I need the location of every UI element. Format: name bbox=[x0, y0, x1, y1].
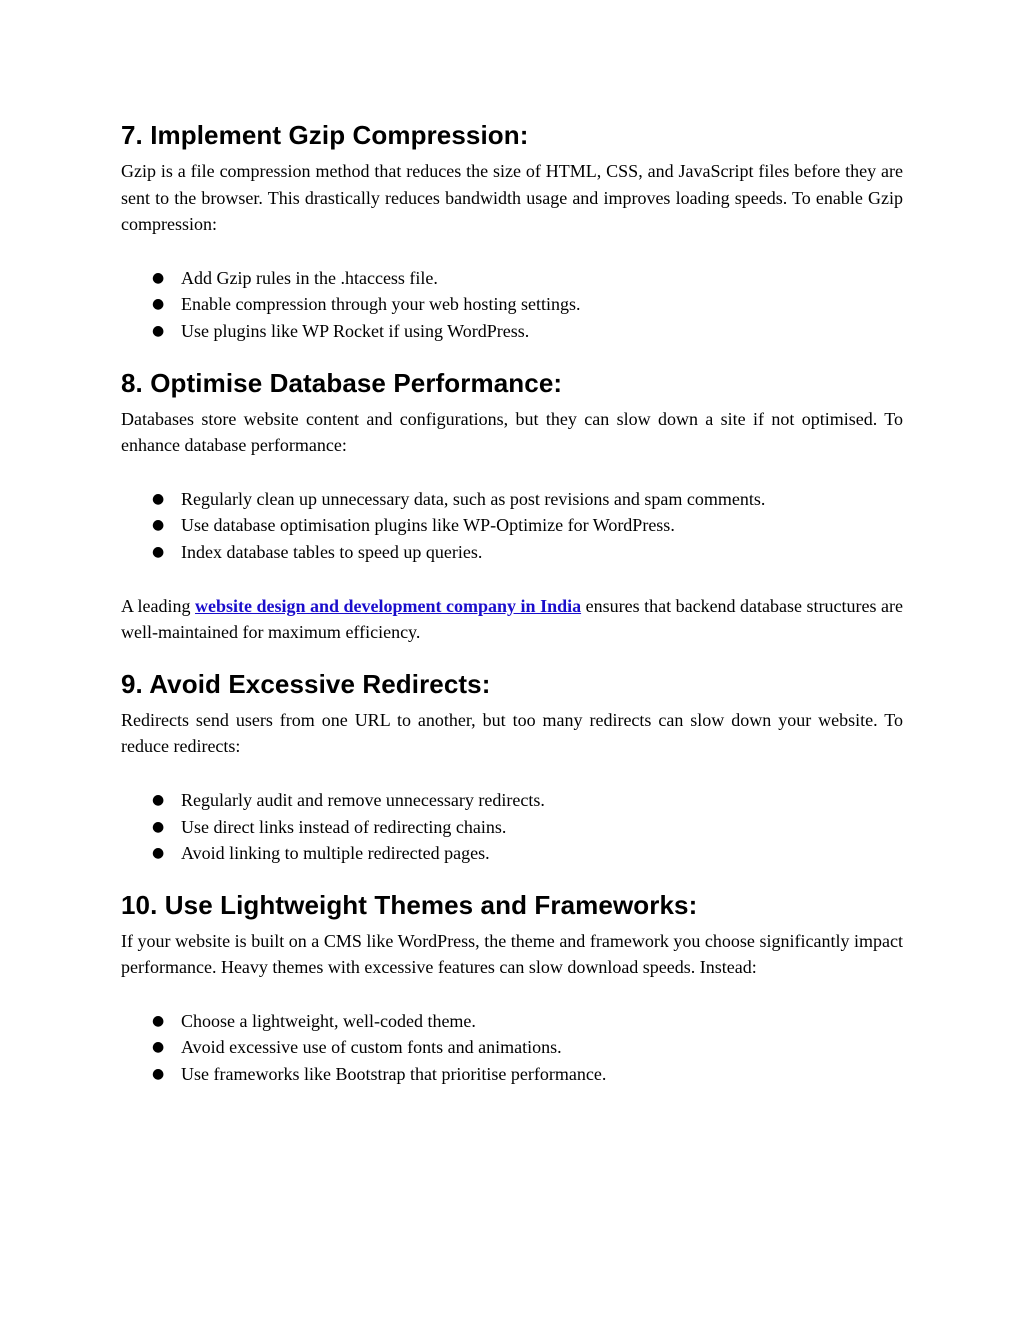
section-database bbox=[121, 366, 903, 646]
bullet-icon: ● bbox=[152, 1066, 165, 1083]
section-heading: 10. Use Lightweight Themes and Frameworks: bbox=[121, 889, 698, 920]
bullet-icon: ● bbox=[152, 517, 165, 534]
bullet-icon: ● bbox=[152, 1039, 165, 1056]
section-heading: 8. Optimise Database Performance: bbox=[121, 367, 563, 398]
section-heading: 9. Avoid Excessive Redirects: bbox=[121, 668, 491, 699]
bullet-icon: ● bbox=[152, 490, 165, 507]
list-item: ● Use database optimisation plugins like WP-Optimize for WordPress. bbox=[121, 512, 903, 539]
list-item: ● Use direct links instead of redirecting chains. bbox=[121, 814, 903, 841]
bullet-icon: ● bbox=[152, 269, 165, 286]
bullet-icon: ● bbox=[152, 1012, 165, 1029]
section-gzip bbox=[121, 118, 903, 345]
section-body: Gzip is a file compression method that reduces the size of HTML, CSS, and JavaScript files before they are sent to the browser. This drastically reduces bandwidth usage and improves loading speeds. To enable Gzip compression: bbox=[121, 161, 903, 235]
section-body: If your website is built on a CMS like WordPress, the theme and framework you choose significantly impact performance. Heavy themes with excessive features can slow download speeds. Instead: bbox=[121, 930, 903, 978]
list-item: ● Choose a lightweight, well-coded theme. bbox=[121, 1008, 903, 1035]
list-item: ● Use plugins like WP Rocket if using WordPress. bbox=[121, 318, 903, 345]
bullet-list bbox=[121, 787, 903, 867]
list-item: ● Regularly audit and remove unnecessary redirects. bbox=[121, 787, 903, 814]
bullet-list bbox=[121, 265, 903, 345]
section-body: Databases store website content and configurations, but they can slow down a site if not optimised. To enhance database performance: bbox=[121, 408, 903, 456]
list-item: ● Avoid linking to multiple redirected pages. bbox=[121, 840, 903, 867]
section-redirects bbox=[121, 667, 903, 867]
bullet-icon: ● bbox=[152, 296, 165, 313]
section-themes bbox=[121, 888, 903, 1088]
bullet-icon: ● bbox=[152, 543, 165, 560]
section-body: Redirects send users from one URL to another, but too many redirects can slow down your website. To reduce redirects: bbox=[121, 709, 903, 757]
section-heading: 7. Implement Gzip Compression: bbox=[121, 120, 529, 150]
bullet-list bbox=[121, 1008, 903, 1088]
company-link[interactable]: website design and development company in India bbox=[195, 595, 582, 616]
document-page bbox=[121, 118, 903, 1088]
list-item: ● Add Gzip rules in the .htaccess file. bbox=[121, 265, 903, 292]
bullet-icon: ● bbox=[152, 791, 165, 808]
bullet-icon: ● bbox=[152, 818, 165, 835]
bullet-list bbox=[121, 486, 903, 566]
list-item: ● Enable compression through your web hosting settings. bbox=[121, 291, 903, 318]
list-item: ● Use frameworks like Bootstrap that prioritise performance. bbox=[121, 1061, 903, 1088]
bullet-icon: ● bbox=[152, 845, 165, 862]
list-item: ● Regularly clean up unnecessary data, such as post revisions and spam comments. bbox=[121, 486, 903, 513]
bullet-icon: ● bbox=[152, 322, 165, 339]
link-paragraph: A leading website design and development company in India ensures that backend database structures are well-maintained for maximum efficiency. bbox=[121, 595, 903, 643]
list-item: ● Avoid excessive use of custom fonts and animations. bbox=[121, 1034, 903, 1061]
list-item: ● Index database tables to speed up queries. bbox=[121, 539, 903, 566]
